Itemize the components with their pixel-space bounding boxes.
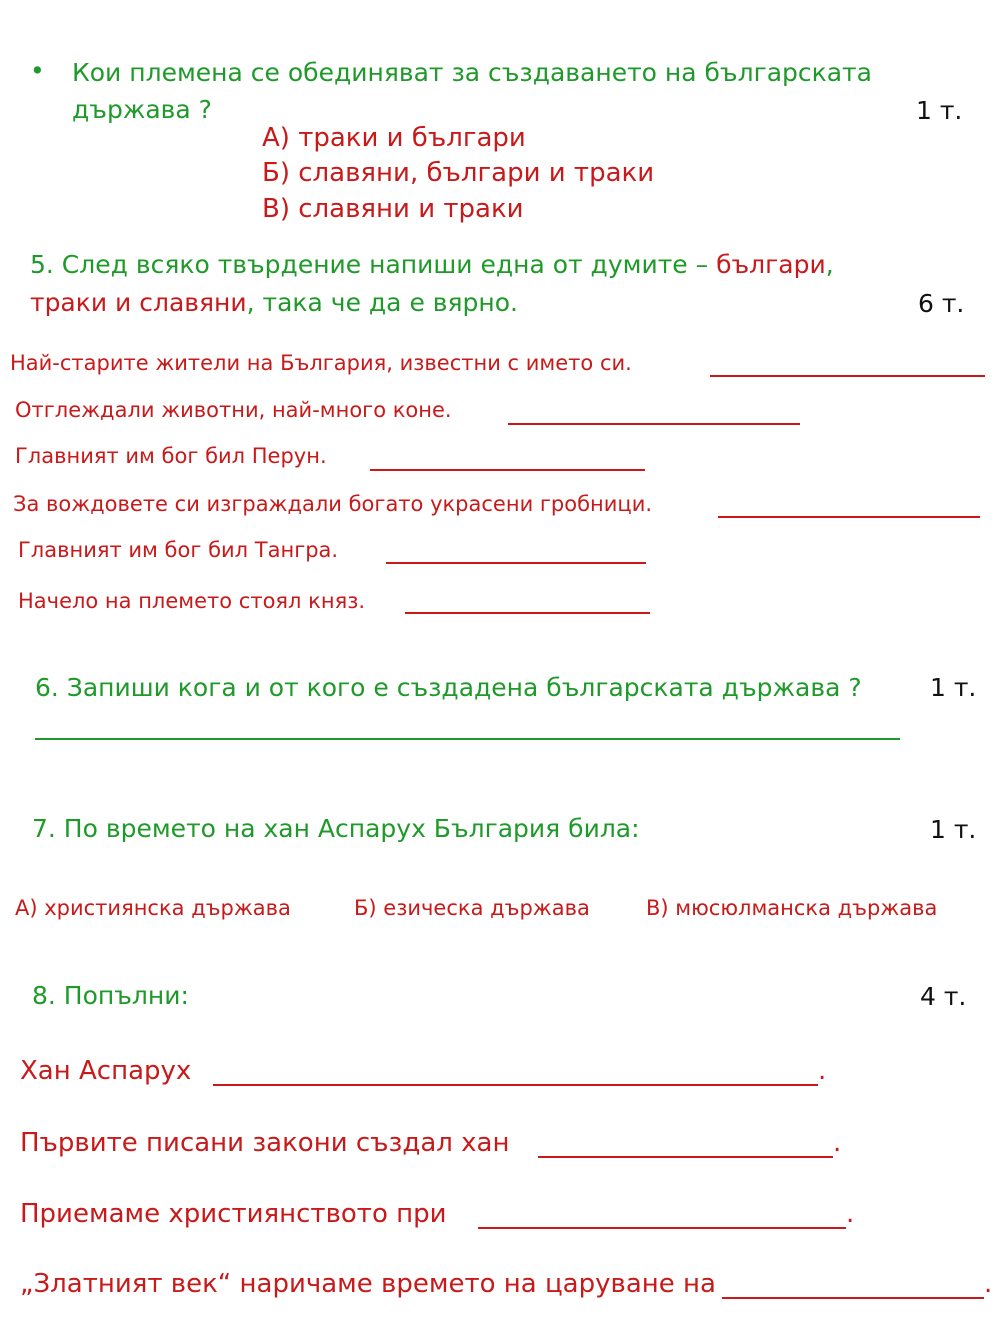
question-4-option-a[interactable]: А) траки и българи xyxy=(262,123,526,153)
question-8-points: 4 т. xyxy=(920,982,967,1011)
question-7-option-c[interactable]: В) мюсюлманска държава xyxy=(646,896,938,920)
answer-line-4[interactable] xyxy=(718,516,980,518)
fill-line-1[interactable] xyxy=(213,1084,818,1086)
question-6-answer-line[interactable] xyxy=(35,738,900,740)
bullet: • xyxy=(30,56,45,85)
fill-item-2: Първите писани закони създал хан xyxy=(20,1128,510,1158)
fill-end-2: . xyxy=(833,1128,842,1158)
fill-item-1: Хан Аспарух xyxy=(20,1056,192,1086)
question-4-option-b[interactable]: Б) славяни, българи и траки xyxy=(262,158,655,188)
fill-item-3: Приемаме християнството при xyxy=(20,1199,447,1229)
question-5-suffix: , така че да е вярно. xyxy=(246,288,519,317)
question-7-option-b[interactable]: Б) езическа държава xyxy=(354,896,590,920)
fill-line-2[interactable] xyxy=(538,1156,833,1158)
answer-line-5[interactable] xyxy=(386,562,646,564)
statement-6: Начело на племето стоял княз. xyxy=(18,589,366,613)
answer-line-6[interactable] xyxy=(405,612,650,614)
question-4-option-c[interactable]: В) славяни и траки xyxy=(262,194,524,224)
fill-line-4[interactable] xyxy=(722,1297,984,1299)
fill-item-4: „Златният век“ наричаме времето на царуване на xyxy=(20,1269,716,1299)
statement-4: За вождовете си изграждали богато украсени гробници. xyxy=(13,492,653,516)
statement-5: Главният им бог бил Тангра. xyxy=(18,538,339,562)
question-7-text: 7. По времето на хан Аспарух България била: xyxy=(32,814,640,843)
question-5-text-line2 xyxy=(30,288,518,317)
statement-2: Отглеждали животни, най-много коне. xyxy=(15,398,452,422)
answer-line-3[interactable] xyxy=(370,469,645,471)
question-5-points: 6 т. xyxy=(918,289,965,318)
question-4-text-line2: държава ? xyxy=(72,95,212,124)
fill-end-1: . xyxy=(818,1056,827,1086)
question-4-text-line1: Кои племена се обединяват за създаването на българската xyxy=(72,58,872,87)
answer-line-2[interactable] xyxy=(508,423,800,425)
question-5-prefix: 5. След всяко твърдение напиши една от думите – xyxy=(30,250,717,279)
question-7-option-a[interactable]: А) християнска държава xyxy=(15,896,291,920)
word-bulgars: българи xyxy=(716,250,826,279)
fill-end-3: . xyxy=(846,1199,855,1229)
question-8-text: 8. Попълни: xyxy=(32,981,189,1010)
question-7-points: 1 т. xyxy=(930,815,977,844)
fill-line-3[interactable] xyxy=(478,1227,846,1229)
fill-end-4: . xyxy=(984,1269,993,1299)
statement-1: Най-старите жители на България, известни с името си. xyxy=(10,351,632,375)
statement-3: Главният им бог бил Перун. xyxy=(15,444,327,468)
question-5-text-line1 xyxy=(30,250,834,279)
question-6-points: 1 т. xyxy=(930,673,977,702)
question-6-text: 6. Запиши кога и от кого е създадена българската държава ? xyxy=(35,673,862,702)
question-5-comma: , xyxy=(825,250,834,279)
word-thracians-slavs: траки и славяни xyxy=(30,288,247,317)
answer-line-1[interactable] xyxy=(710,375,985,377)
question-4-points: 1 т. xyxy=(916,96,963,125)
